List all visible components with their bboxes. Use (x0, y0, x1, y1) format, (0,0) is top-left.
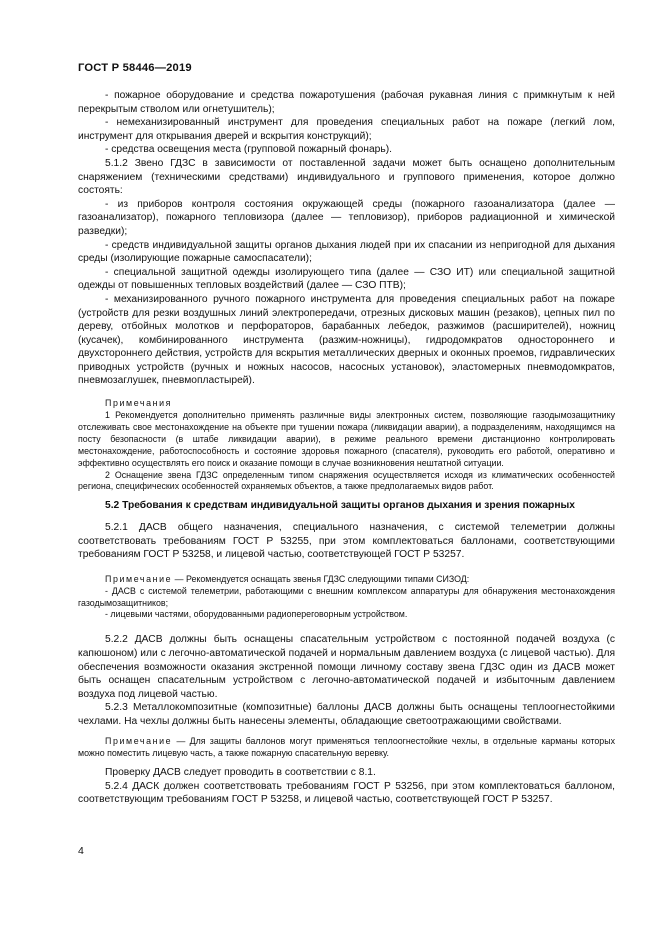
note-text: — Рекомендуется оснащать звенья ГДЗС следующими типами СИЗОД: (174, 573, 470, 584)
body-paragraph: 5.2.1 ДАСВ общего назначения, специального назначения, с системой телеметрии должны соответствовать требованиям ГОСТ Р 53255, при этом комплектоваться баллонами, соответствующими требованиям ГОСТ Р 53258, и лицевой частью, соответствующей ГОСТ Р 53257. (78, 521, 615, 561)
spacer (78, 562, 615, 574)
body-paragraph: 5.1.2 Звено ГДЗС в зависимости от поставленной задачи может быть оснащено дополнительным снаряжением (техническими средствами) индивидуального и группового применения, которое должно состоять: (78, 157, 615, 197)
spacer (78, 513, 615, 521)
body-paragraph: 5.2.2 ДАСВ должны быть оснащены спасательным устройством с постоянной подачей воздуха (с капюшоном) или с легочно-автоматической подачей и нормальным давлением воздуха (с лицевой частью). Для обеспечения возможности оказания экстренной помощи личному составу звена ГДЗС один из ДАСВ может быть оснащен спасательным устройством с легочно-автоматической подачей и избыточным давлением воздуха под лицевой частью. (78, 634, 615, 700)
note-paragraph (78, 574, 615, 586)
body-paragraph: - немеханизированный инструмент для проведения специальных работ на пожаре (легкий лом, инструмент для открывания дверей и вскрытия конструкций); (78, 117, 615, 142)
note-paragraph: - лицевыми частями, оборудованными радиопереговорным устройством. (105, 609, 408, 620)
note-label: Примечание (105, 573, 173, 584)
body-paragraph: - механизированного ручного пожарного инструмента для проведения специальных работ на пожаре (устройств для резки воздушных линий электропередачи, отрезных дисковых машин (резаков), цепных пил по дереву, отбойных молотков и перфораторов, барабанных лебедок, разжимов (расширителей), ножниц (кусачек), комбинированного инструмента (разжим-ножницы), гидродомкратов одностороннего и двухстороннего действия, устройств для вскрытия металлических дверных и оконных проемов, гидравлических приводных устройств (ручных и ножных насосов, насосных установок), эластомерных пневмодомкратов, пневмозаглушек, пневмопластырей). (78, 293, 615, 387)
note-paragraph: Примечания (105, 398, 173, 409)
body-paragraph: - средства освещения места (групповой пожарный фонарь). (105, 144, 392, 156)
note-label: Примечание (105, 736, 173, 747)
note-paragraph: 1 Рекомендуется дополнительно применять различные виды электронных систем, позволяющие газодымозащитнику отслеживать свое местонахождение на объекте при тушении пожара (ликвидации аварии), а подразделениям, находящимся на посту безопасности (в штабе ликвидации аварии), в режиме реального времени дистанционно контролировать местонахождение, работоспособность и состояние здоровья пожарного (спасателя), руководить его работой, оперативно и эффективно осуществлять его поиск и оказание помощи в случае возникновения нештатной ситуации. (78, 409, 615, 468)
note-paragraph (78, 736, 615, 760)
body-paragraph: - специальной защитной одежды изолирующего типа (далее — СЗО ИТ) или специальной защитной одежды от повышенных тепловых воздействий (далее — СЗО ПТВ); (78, 266, 615, 292)
spacer (78, 621, 615, 633)
body-paragraph: - пожарное оборудование и средства пожаротушения (рабочая рукавная линия с примкнутым к ней перекрытым стволом или огнетушитель); (78, 90, 615, 115)
body-paragraph: 5.2.3 Металлокомпозитные (композитные) баллоны ДАСВ должны быть оснащены теплоогнестойкими чехлами. На чехлы должны быть нанесены элементы, обладающие светоотражающими свойствами. (78, 702, 615, 727)
document-header-id: ГОСТ Р 58446—2019 (78, 62, 192, 74)
note-text: — Для защиты баллонов могут применяться теплоогнестойкие чехлы, в отдельные карманы которых можно поместить лицевую часть, а также пожарную спасательную веревку. (78, 736, 615, 759)
body-paragraph: - средств индивидуальной защиты органов дыхания людей при их спасании из непригодной для дыхания среды (изолирующие пожарные самоспасатели); (78, 239, 615, 265)
document-body (78, 89, 615, 807)
spacer (78, 728, 615, 736)
body-paragraph: - из приборов контроля состояния окружающей среды (пожарного газоанализатора (далее — газоанализатор), пожарного тепловизора (далее — тепловизор), приборов радиационной и химической разведки); (78, 198, 615, 237)
note-paragraph: - ДАСВ с системой телеметрии, работающими с внешним комплексом аппаратуры для обнаружения местонахождения газодымозащитников; (78, 585, 615, 608)
body-paragraph: 5.2.4 ДАСК должен соответствовать требованиям ГОСТ Р 53256, при этом комплектоваться баллоном, соответствующим требованиям ГОСТ Р 53258, и лицевой частью, соответствующей ГОСТ Р 53257. (78, 780, 615, 806)
spacer (78, 388, 615, 398)
section-heading: 5.2 Требования к средствам индивидуальной защиты органов дыхания и зрения пожарных (105, 500, 575, 512)
body-paragraph: Проверку ДАСВ следует проводить в соответствии с 8.1. (105, 767, 376, 779)
note-paragraph: 2 Оснащение звена ГДЗС определенным типом снаряжения осуществляется исходя из климатических особенностей региона, специфических особенностей охраняемых объектов, а также предполагаемых видов работ. (78, 469, 615, 492)
page-number: 4 (78, 845, 84, 857)
